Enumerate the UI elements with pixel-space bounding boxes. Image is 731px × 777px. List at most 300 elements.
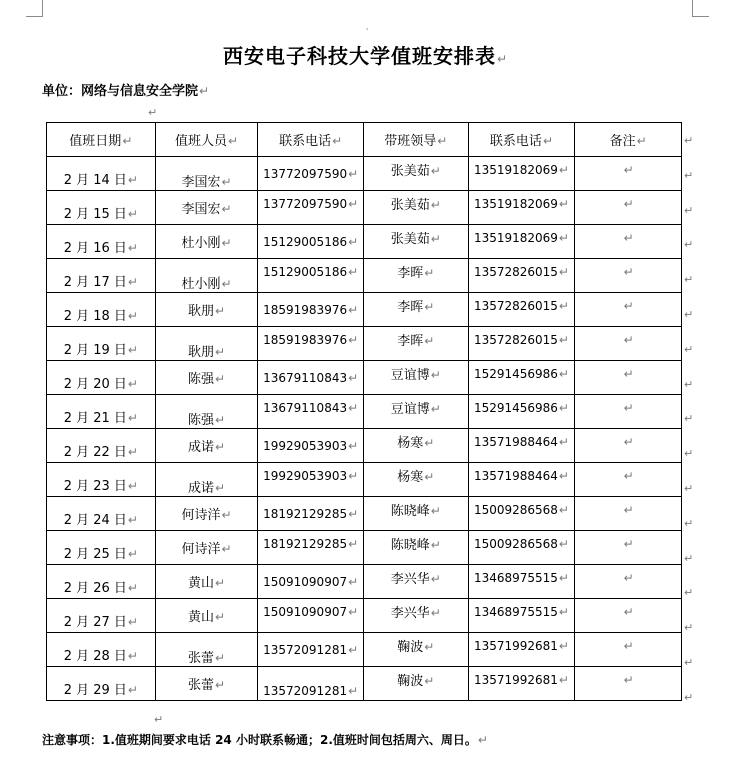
duty-phone-number: 18192129285: [263, 506, 348, 521]
paragraph-mark-icon: ↵: [558, 434, 569, 449]
duty-person-cell[interactable]: [155, 259, 258, 293]
note-cell[interactable]: [575, 599, 682, 633]
paragraph-mark-icon: ↵: [214, 440, 226, 454]
paragraph-mark-icon: ↵: [221, 542, 232, 556]
leader-wrap: [397, 432, 434, 451]
date-text: 2 月 18 日: [63, 309, 127, 324]
table-row: [47, 667, 682, 701]
paragraph-mark-icon: ↵: [623, 400, 634, 415]
duty-phone-number: 13572091281: [263, 683, 348, 698]
leader-cell[interactable]: [363, 293, 468, 327]
unit-label: 单位：网络与信息安全学院: [42, 84, 199, 99]
page-corner-mark-top-left: [26, 0, 43, 17]
duty-phone-wrap: [263, 605, 358, 619]
leader-phone-cell[interactable]: [468, 633, 575, 667]
note-wrap: [623, 333, 634, 347]
date-cell[interactable]: [47, 293, 156, 327]
duty-phone-cell[interactable]: [258, 599, 364, 633]
leader-cell[interactable]: [363, 225, 468, 259]
paragraph-mark-icon: ↵: [214, 576, 226, 590]
table-header-row: [47, 123, 682, 157]
duty-phone-wrap: [263, 439, 358, 453]
duty-person-cell[interactable]: [155, 327, 258, 361]
note-cell[interactable]: [575, 429, 682, 463]
date-text: 2 月 14 日: [63, 173, 127, 188]
duty-person-wrap: [188, 610, 225, 625]
duty-person-wrap: [181, 202, 231, 217]
leader-phone-number: 13468975515: [473, 570, 558, 585]
paragraph-mark-icon: ↵: [127, 275, 138, 289]
duty-person-name: 陈强: [187, 372, 214, 387]
duty-person-cell[interactable]: [155, 463, 258, 497]
duty-phone-cell[interactable]: [258, 463, 364, 497]
paragraph-mark-icon: ↵: [684, 238, 694, 252]
date-wrap: [64, 373, 138, 392]
duty-phone-cell[interactable]: [258, 259, 364, 293]
paragraph-mark-icon: ↵: [348, 438, 359, 453]
date-text: 2 月 29 日: [63, 683, 127, 698]
date-cell[interactable]: [47, 633, 156, 667]
leader-cell[interactable]: [363, 565, 468, 599]
paragraph-mark-icon: ↵: [127, 173, 138, 187]
leader-cell[interactable]: [363, 531, 468, 565]
table-row: [47, 157, 682, 191]
note-cell[interactable]: [575, 565, 682, 599]
leader-cell[interactable]: [363, 191, 468, 225]
leader-wrap: [391, 364, 441, 383]
note-wrap: [623, 571, 634, 585]
leader-name: 李兴华: [390, 606, 430, 621]
paragraph-mark-icon: ↵: [221, 202, 232, 216]
duty-phone-cell[interactable]: [258, 361, 364, 395]
leader-name: 陈晓峰: [390, 538, 430, 553]
leader-wrap: [397, 262, 434, 281]
leader-wrap: [391, 398, 441, 417]
header-cell-date[interactable]: 值班日期↵: [47, 123, 156, 157]
duty-person-name: 杜小刚: [181, 277, 221, 292]
duty-phone-cell[interactable]: [258, 293, 364, 327]
duty-person-wrap: [181, 171, 231, 190]
paragraph-mark-icon: ↵: [623, 570, 634, 585]
leader-phone-wrap: [474, 571, 569, 585]
duty-phone-cell[interactable]: [258, 395, 364, 429]
duty-person-cell[interactable]: [155, 633, 258, 667]
note-cell[interactable]: [575, 667, 682, 701]
paragraph-mark-icon: ↵: [684, 134, 694, 147]
header-cell-leader-phone[interactable]: 联系电话↵: [468, 123, 575, 157]
duty-person-wrap: [188, 477, 225, 496]
leader-cell[interactable]: [363, 599, 468, 633]
date-text: 2 月 17 日: [63, 275, 127, 290]
paragraph-mark-icon: ↵: [623, 332, 634, 347]
duty-phone-wrap: [263, 167, 358, 181]
leader-phone-wrap: [474, 299, 569, 313]
paragraph-mark-icon: ↵: [684, 516, 694, 530]
leader-name: 张美茹: [390, 198, 430, 213]
duty-phone-cell[interactable]: [258, 667, 364, 701]
leader-wrap: [397, 330, 434, 349]
paragraph-mark-icon: ↵: [348, 234, 359, 249]
duty-phone-cell[interactable]: [258, 157, 364, 191]
leader-wrap: [397, 636, 434, 655]
leader-phone-cell[interactable]: [468, 327, 575, 361]
paragraph-mark-icon: ↵: [684, 412, 694, 426]
paragraph-mark-icon: ↵: [623, 638, 634, 653]
leader-phone-cell[interactable]: [468, 429, 575, 463]
table-row: [47, 429, 682, 463]
duty-person-cell[interactable]: [155, 225, 258, 259]
duty-phone-number: 18591983976: [263, 302, 348, 317]
table-row: [47, 293, 682, 327]
leader-name: 杨寒: [397, 436, 424, 451]
paragraph-mark-icon: ↵: [127, 309, 138, 323]
paragraph-mark-icon: ↵: [684, 447, 694, 461]
paragraph-mark-icon: ↵: [430, 198, 441, 212]
date-cell[interactable]: [47, 565, 156, 599]
note-cell[interactable]: [575, 293, 682, 327]
leader-phone-number: 13571988464: [473, 434, 558, 449]
duty-phone-cell[interactable]: [258, 565, 364, 599]
leader-cell[interactable]: [363, 361, 468, 395]
paragraph-mark-icon: ↵: [348, 196, 359, 211]
duty-phone-number: 13772097590: [263, 166, 348, 181]
paragraph-mark-icon: ↵: [424, 674, 435, 688]
unit-line[interactable]: [42, 80, 209, 99]
paragraph-mark-icon: ↵: [348, 166, 359, 181]
date-cell[interactable]: [47, 667, 156, 701]
duty-person-wrap: [188, 409, 225, 428]
note-cell[interactable]: [575, 463, 682, 497]
leader-phone-cell[interactable]: [468, 191, 575, 225]
note-wrap: [623, 231, 634, 245]
paragraph-mark-icon: ↵: [623, 230, 634, 245]
duty-phone-wrap: [263, 303, 358, 317]
duty-person-wrap: [188, 372, 225, 387]
duty-phone-cell[interactable]: [258, 327, 364, 361]
notes-line[interactable]: [42, 731, 488, 748]
leader-wrap: [397, 296, 434, 315]
paragraph-mark-icon: ↵: [348, 370, 359, 385]
leader-phone-cell[interactable]: [468, 361, 575, 395]
duty-phone-wrap: [263, 371, 358, 385]
note-wrap: [623, 673, 634, 687]
duty-phone-number: 13772097590: [263, 196, 348, 211]
duty-person-cell[interactable]: [155, 667, 258, 701]
paragraph-mark-icon: ↵: [430, 368, 441, 382]
leader-name: 张美茹: [390, 232, 430, 247]
duty-phone-wrap: [263, 333, 358, 347]
paragraph-mark-icon: ↵: [684, 690, 694, 704]
leader-name: 鞠波: [397, 674, 424, 689]
leader-name: 杨寒: [397, 470, 424, 485]
date-wrap: [64, 679, 138, 698]
paragraph-mark-icon: ↵: [430, 504, 441, 518]
date-text: 2 月 23 日: [63, 479, 127, 494]
leader-phone-cell[interactable]: [468, 531, 575, 565]
duty-person-wrap: [188, 304, 225, 319]
date-wrap: [64, 305, 138, 324]
note-wrap: [623, 299, 634, 313]
leader-phone-wrap: [474, 469, 569, 483]
duty-person-cell[interactable]: [155, 293, 258, 327]
duty-person-name: 张蕾: [187, 678, 214, 693]
paragraph-mark-icon: ↵: [127, 479, 138, 493]
date-wrap: [64, 543, 138, 562]
duty-phone-wrap: [263, 684, 358, 698]
note-cell[interactable]: [575, 259, 682, 293]
duty-schedule-table[interactable]: [46, 122, 682, 701]
leader-phone-wrap: [474, 537, 569, 551]
duty-person-name: 陈强: [187, 413, 214, 428]
duty-person-wrap: [181, 542, 231, 557]
leader-phone-cell[interactable]: [468, 395, 575, 429]
cursor-mark-icon: ': [366, 27, 369, 36]
leader-cell[interactable]: [363, 429, 468, 463]
leader-phone-cell[interactable]: [468, 667, 575, 701]
paragraph-mark-icon: ↵: [214, 304, 226, 318]
paragraph-mark-icon: ↵: [127, 513, 138, 527]
duty-phone-number: 13572091281: [263, 642, 348, 657]
duty-person-cell[interactable]: [155, 395, 258, 429]
leader-name: 李兴华: [390, 572, 430, 587]
leader-phone-number: 13571988464: [473, 468, 558, 483]
paragraph-mark-icon: ↵: [127, 547, 138, 561]
leader-phone-cell[interactable]: [468, 497, 575, 531]
duty-person-cell[interactable]: [155, 497, 258, 531]
date-wrap: [64, 509, 138, 528]
leader-cell[interactable]: [363, 327, 468, 361]
date-text: 2 月 24 日: [63, 513, 127, 528]
leader-name: 陈晓峰: [390, 504, 430, 519]
duty-person-wrap: [188, 341, 225, 360]
header-cell-duty-person[interactable]: 值班人员↵: [155, 123, 258, 157]
paragraph-mark-icon: ↵: [623, 366, 634, 381]
paragraph-mark-icon: ↵: [558, 502, 569, 517]
leader-wrap: [391, 160, 441, 179]
paragraph-mark-icon: ↵: [684, 203, 694, 217]
date-cell[interactable]: [47, 599, 156, 633]
note-wrap: [623, 469, 634, 483]
header-cell-note[interactable]: 备注↵: [575, 123, 682, 157]
date-cell[interactable]: [47, 531, 156, 565]
paragraph-mark-icon: ↵: [214, 678, 226, 692]
leader-phone-cell[interactable]: [468, 293, 575, 327]
paragraph-mark-icon: ↵: [623, 298, 634, 313]
note-cell[interactable]: [575, 327, 682, 361]
paragraph-mark-icon: ↵: [623, 672, 634, 687]
table-row: [47, 191, 682, 225]
date-cell[interactable]: [47, 463, 156, 497]
paragraph-mark-icon: ↵: [199, 84, 210, 98]
leader-phone-number: 13519182069: [473, 196, 558, 211]
leader-phone-cell[interactable]: [468, 463, 575, 497]
duty-phone-wrap: [263, 401, 358, 415]
paragraph-mark-icon: ↵: [684, 273, 694, 287]
leader-phone-cell[interactable]: [468, 599, 575, 633]
document-title[interactable]: [0, 40, 731, 69]
leader-phone-cell[interactable]: [468, 565, 575, 599]
duty-phone-wrap: [263, 265, 358, 279]
leader-wrap: [391, 228, 441, 247]
paragraph-mark-icon: ↵: [424, 334, 435, 348]
leader-wrap: [391, 500, 441, 519]
paragraph-mark-icon: ↵: [623, 434, 634, 449]
duty-person-name: 何诗洋: [181, 508, 221, 523]
paragraph-mark-icon: ↵: [127, 445, 138, 459]
duty-person-name: 耿朋: [187, 345, 214, 360]
paragraph-mark-icon: ↵: [424, 266, 435, 280]
leader-phone-cell[interactable]: [468, 157, 575, 191]
note-wrap: [623, 503, 634, 517]
note-cell[interactable]: [575, 157, 682, 191]
leader-phone-number: 13571992681: [473, 638, 558, 653]
note-cell[interactable]: [575, 191, 682, 225]
paragraph-mark-icon: ↵: [424, 470, 435, 484]
table-row: [47, 327, 682, 361]
duty-person-cell[interactable]: [155, 565, 258, 599]
duty-phone-wrap: [263, 507, 358, 521]
leader-phone-wrap: [474, 401, 569, 415]
leader-cell[interactable]: [363, 395, 468, 429]
paragraph-mark-icon: ↵: [424, 436, 435, 450]
paragraph-mark-icon: ↵: [154, 713, 164, 726]
duty-person-wrap: [181, 236, 231, 251]
leader-phone-number: 15009286568: [473, 502, 558, 517]
leader-cell[interactable]: [363, 157, 468, 191]
duty-person-wrap: [188, 440, 225, 455]
paragraph-mark-icon: ↵: [558, 332, 569, 347]
duty-person-cell[interactable]: [155, 429, 258, 463]
table-row: [47, 361, 682, 395]
header-cell-duty-phone[interactable]: 联系电话↵: [258, 123, 364, 157]
paragraph-mark-icon: ↵: [348, 400, 359, 415]
note-cell[interactable]: [575, 361, 682, 395]
duty-phone-cell[interactable]: [258, 225, 364, 259]
leader-cell[interactable]: [363, 667, 468, 701]
duty-phone-wrap: [263, 197, 358, 211]
leader-phone-wrap: [474, 503, 569, 517]
date-cell[interactable]: [47, 157, 156, 191]
paragraph-mark-icon: ↵: [623, 264, 634, 279]
date-cell[interactable]: [47, 327, 156, 361]
document-title-text: 西安电子科技大学值班安排表: [222, 44, 496, 68]
duty-phone-number: 19929053903: [263, 468, 348, 483]
leader-cell[interactable]: [363, 633, 468, 667]
paragraph-mark-icon: ↵: [558, 162, 569, 177]
duty-phone-cell[interactable]: [258, 191, 364, 225]
paragraph-mark-icon: ↵: [214, 345, 226, 359]
date-cell[interactable]: [47, 225, 156, 259]
date-wrap: [64, 441, 138, 460]
leader-wrap: [397, 670, 434, 689]
leader-phone-cell[interactable]: [468, 259, 575, 293]
paragraph-mark-icon: ↵: [127, 683, 138, 697]
date-text: 2 月 25 日: [63, 547, 127, 562]
leader-phone-cell[interactable]: [468, 225, 575, 259]
leader-phone-number: 13468975515: [473, 604, 558, 619]
paragraph-mark-icon: ↵: [684, 621, 694, 635]
leader-name: 李晖: [397, 266, 424, 281]
date-wrap: [64, 577, 138, 596]
leader-phone-number: 15291456986: [473, 366, 558, 381]
date-cell[interactable]: [47, 429, 156, 463]
date-cell[interactable]: [47, 191, 156, 225]
paragraph-mark-icon: ↵: [684, 551, 694, 565]
duty-person-cell[interactable]: [155, 191, 258, 225]
duty-phone-cell[interactable]: [258, 429, 364, 463]
duty-person-name: 耿朋: [187, 304, 214, 319]
date-cell[interactable]: [47, 361, 156, 395]
paragraph-mark-icon: ↵: [430, 606, 441, 620]
duty-phone-cell[interactable]: [258, 633, 364, 667]
duty-person-cell[interactable]: [155, 599, 258, 633]
paragraph-mark-icon: ↵: [348, 604, 359, 619]
note-cell[interactable]: [575, 531, 682, 565]
note-wrap: [623, 265, 634, 279]
date-cell[interactable]: [47, 395, 156, 429]
duty-phone-wrap: [263, 537, 358, 551]
date-text: 2 月 15 日: [63, 207, 127, 222]
duty-person-name: 李国宏: [181, 175, 221, 190]
leader-cell[interactable]: [363, 463, 468, 497]
leader-cell[interactable]: [363, 497, 468, 531]
paragraph-mark-icon: ↵: [214, 481, 226, 495]
leader-phone-wrap: [474, 265, 569, 279]
note-cell[interactable]: [575, 395, 682, 429]
duty-phone-number: 15129005186: [263, 234, 348, 249]
leader-wrap: [391, 534, 441, 553]
duty-person-cell[interactable]: [155, 361, 258, 395]
date-wrap: [64, 475, 138, 494]
paragraph-mark-icon: ↵: [430, 164, 441, 178]
duty-person-cell[interactable]: [155, 531, 258, 565]
paragraph-mark-icon: ↵: [558, 536, 569, 551]
date-wrap: [64, 611, 138, 630]
paragraph-mark-icon: ↵: [558, 196, 569, 211]
leader-wrap: [391, 568, 441, 587]
leader-cell[interactable]: [363, 259, 468, 293]
duty-person-cell[interactable]: [155, 157, 258, 191]
note-cell[interactable]: [575, 497, 682, 531]
paragraph-mark-icon: ↵: [623, 536, 634, 551]
paragraph-mark-icon: ↵: [558, 468, 569, 483]
leader-phone-wrap: [474, 231, 569, 245]
duty-phone-cell[interactable]: [258, 531, 364, 565]
leader-phone-wrap: [474, 163, 569, 177]
table-row: [47, 565, 682, 599]
paragraph-mark-icon: ↵: [214, 413, 226, 427]
leader-phone-number: 15009286568: [473, 536, 558, 551]
paragraph-mark-icon: ↵: [424, 640, 435, 654]
leader-name: 豆谊博: [390, 402, 430, 417]
note-wrap: [623, 367, 634, 381]
note-cell[interactable]: [575, 225, 682, 259]
paragraph-mark-icon: ↵: [348, 332, 359, 347]
note-cell[interactable]: [575, 633, 682, 667]
date-cell[interactable]: [47, 497, 156, 531]
note-wrap: [623, 639, 634, 653]
header-cell-leader[interactable]: 带班领导↵: [363, 123, 468, 157]
duty-person-wrap: [188, 647, 225, 666]
duty-phone-cell[interactable]: [258, 497, 364, 531]
date-cell[interactable]: [47, 259, 156, 293]
table-row: [47, 259, 682, 293]
duty-phone-number: 13679110843: [263, 400, 348, 415]
paragraph-mark-icon: ↵: [214, 610, 226, 624]
duty-person-wrap: [188, 678, 225, 693]
paragraph-mark-icon: ↵: [348, 468, 359, 483]
paragraph-mark-icon: ↵: [558, 570, 569, 585]
